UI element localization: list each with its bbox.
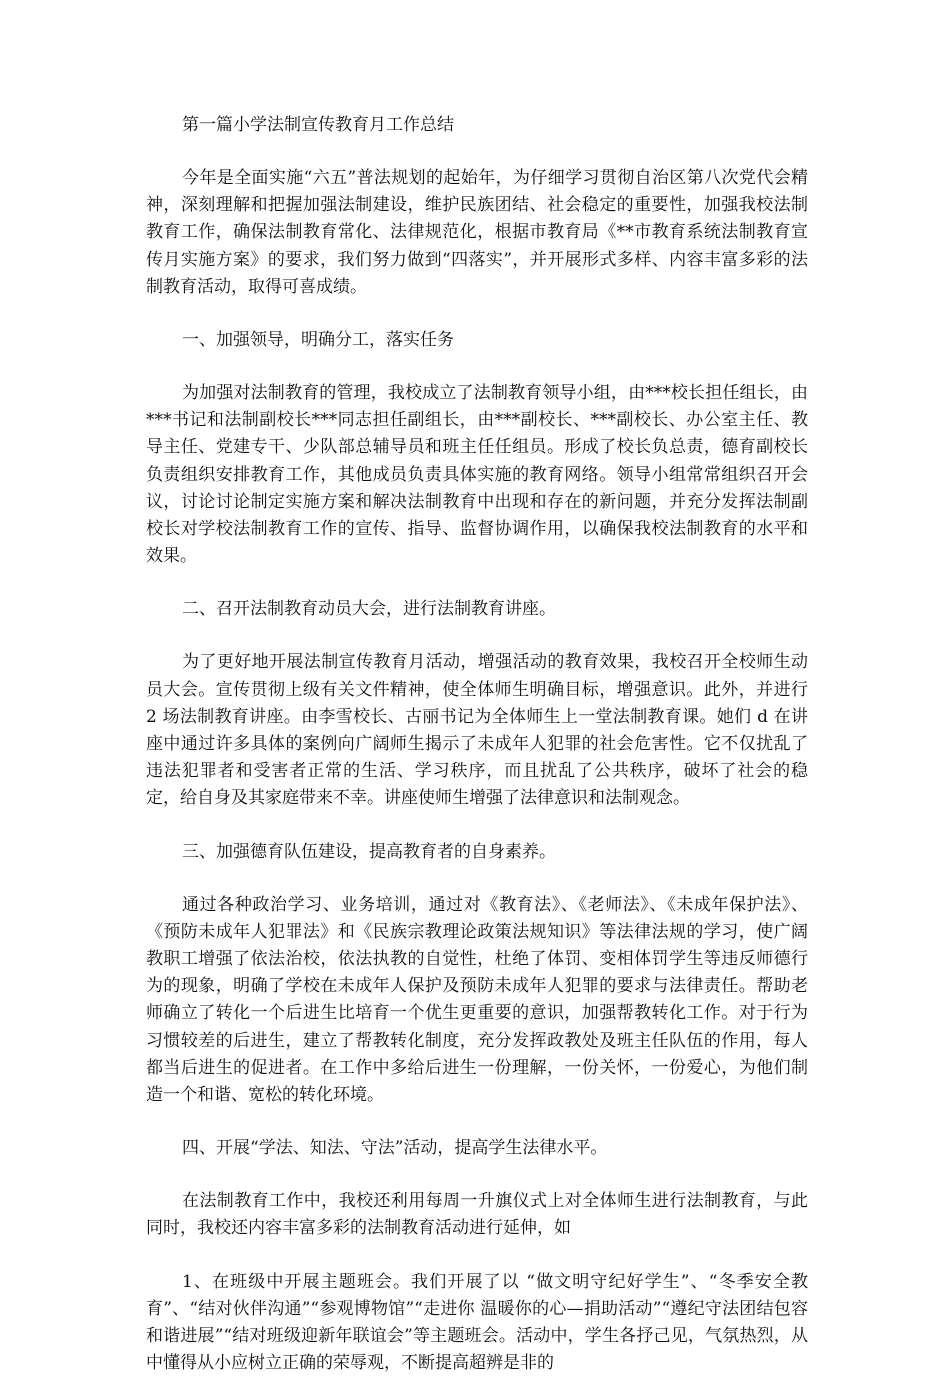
- paragraph-section-4: 在法制教育工作中，我校还利用每周一升旗仪式上对全体师生进行法制教育，与此同时，我校还内容丰富多彩的法制教育活动进行延伸，如: [146, 1191, 808, 1239]
- paragraph-section-1: 为加强对法制教育的管理，我校成立了法制教育领导小组，由***校长担任组长，由***书记和法制副校长***同志担任副组长，由***副校长、***副校长、办公室主任、教导主任、党建专干、少队部总辅导员和班主任任组员。形成了校长负总责，德育副校长负责组织安排教育工作，其他成员负责具体实施的教育网络。领导小组常常组织召开会议，讨论讨论制定实施方案和解决法制教育中出现和存在的新问题，并充分发挥法制副校长对学校法制教育工作的宣传、指导、监督协调作用，以确保我校法制教育的水平和效果。: [146, 383, 808, 567]
- paragraph-section-3: 通过各种政治学习、业务培训，通过对《教育法》、《老师法》、《未成年保护法》、《预防未成年人犯罪法》和《民族宗教理论政策法规知识》等法律法规的学习，使广阔教职工增强了依法治校，依法执教的自觉性，杜绝了体罚、变相体罚学生等违反师德行为的现象，明确了学校在未成年人保护及预防未成年人犯罪的要求与法律责任。帮助老师确立了转化一个后进生比培育一个优生更重要的意识，加强帮教转化工作。对于行为习惯较差的后进生，建立了帮教转化制度，充分发挥政教处及班主任队伍的作用，每人都当后进生的促进者。在工作中多给后进生一份理解，一份关怀，一份爱心，为他们制造一个和谐、宽松的转化环境。: [146, 894, 808, 1106]
- paragraph-section-2: 为了更好地开展法制宣传教育月活动，增强活动的教育效果，我校召开全校师生动员大会。宣传贯彻上级有关文件精神，使全体师生明确目标，增强意识。此外，并进行 2 场法制教育讲座。由李雪校长、古丽书记为全体师生上一堂法制教育课。她们 d 在讲座中通过许多具体的案例向广阔师生揭示了未成年人犯罪的社会危害性。它不仅扰乱了违法犯罪者和受害者正常的生活、学习秩序，而且扰乱了公共秩序，破坏了社会的稳定，给自身及其家庭带来不幸。讲座使师生增强了法律意识和法制观念。: [146, 652, 808, 809]
- section-heading-4: 四、开展“学法、知法、守法”活动，提高学生法律水平。: [182, 1138, 608, 1159]
- paragraph-section-4-item-1: 1、在班级中开展主题班会。我们开展了以 “做文明守纪好学生”、“冬季安全教育”、“结对伙伴沟通”“参观博物馆”“走进你 温暖你的心—捐助活动”“遵纪守法团结包容 和谐进展”“结对班级迎新年联谊会”等主题班会。活动中，学生各抒己见，气氛热烈，从中懂得从小应树立正确的荣辱观，不断提高超辨是非的: [146, 1271, 808, 1374]
- document-page: [146, 112, 808, 1378]
- paragraph-intro: 今年是全面实施“六五”普法规划的起始年，为仔细学习贯彻自治区第八次党代会精神，深刻理解和把握加强法制建设，维护民族团结、社会稳定的重要性，加强我校法制教育工作，确保法制教育常化、法律规范化，根据市教育局《**市教育系统法制教育宣传月实施方案》的要求，我们努力做到“四落实”，并开展形式多样、内容丰富多彩的法制教育活动，取得可喜成绩。: [146, 168, 808, 297]
- section-heading-1: 一、加强领导，明确分工，落实任务: [182, 330, 454, 351]
- section-heading-3: 三、加强德育队伍建设，提高教育者的自身素养。: [182, 841, 556, 862]
- section-heading-2: 二、召开法制教育动员大会，进行法制教育讲座。: [182, 599, 556, 620]
- document-title: 第一篇小学法制宣传教育月工作总结: [182, 115, 454, 135]
